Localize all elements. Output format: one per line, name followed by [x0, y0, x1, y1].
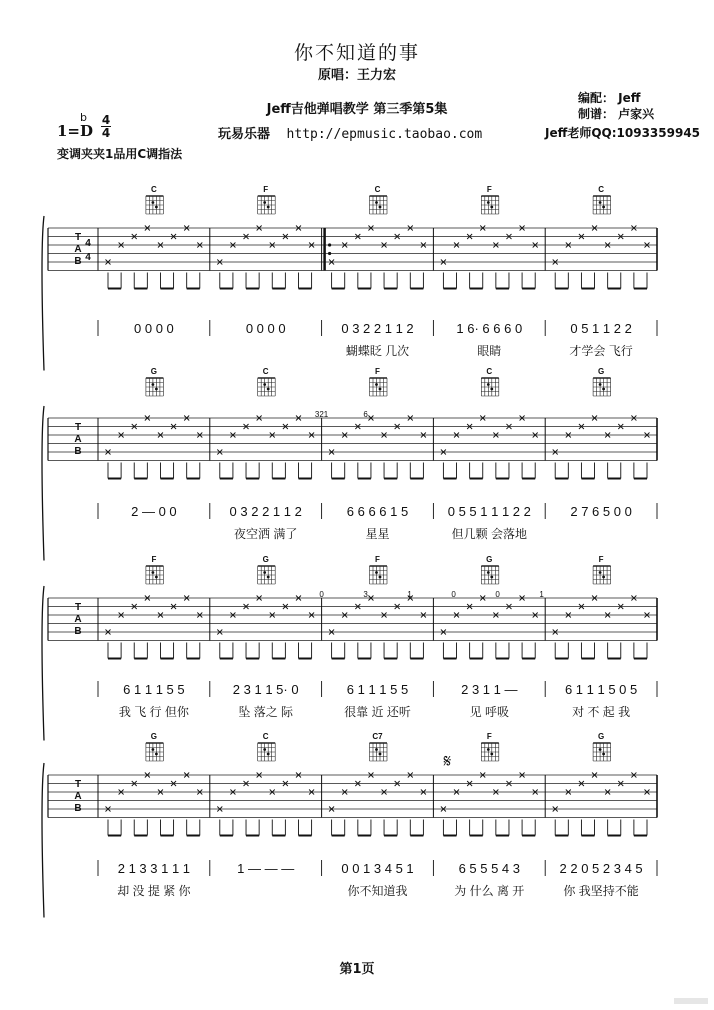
chord-dot — [263, 571, 266, 574]
chord-dot — [602, 753, 605, 756]
jianpu-measure: 2 1 3 3 1 1 1 — [117, 861, 191, 876]
chord-dot — [379, 206, 382, 209]
chord-dot — [379, 388, 382, 391]
jianpu-measure: 0 0 1 3 4 5 1 — [341, 861, 414, 876]
chord-dot — [375, 383, 378, 386]
lyric-measure: 却 没 提 紧 你 — [117, 884, 191, 898]
chord-name: C — [374, 185, 381, 194]
chord-dot — [375, 201, 378, 204]
contact-qq: Jeff老师QQ:1093359945 — [545, 126, 701, 140]
jianpu-measure: 2 3 1 1 — — [461, 682, 518, 697]
chord-dot — [490, 206, 493, 209]
chord-name: F — [375, 367, 380, 376]
flat-sign: b — [80, 111, 87, 124]
segno-sign: 𝄋 — [443, 751, 452, 771]
system-bracket — [42, 586, 44, 741]
lyric-measure: 你 我坚持不能 — [563, 884, 639, 898]
tab-letter: T — [74, 602, 82, 613]
chord-dot — [490, 576, 493, 579]
chord-dot — [152, 383, 155, 386]
shop-url: http://epmusic.taobao.com — [286, 127, 483, 142]
time-top: 4 — [101, 113, 111, 127]
jianpu-measure: 6 1 1 1 5 5 — [123, 682, 185, 697]
jianpu-measure: 6 1 1 1 5 5 — [346, 682, 409, 697]
chord-dot — [379, 576, 382, 579]
song-title: 你不知道的事 — [293, 42, 420, 64]
tab-letter: T — [74, 232, 82, 243]
capo-note: 变调夹夹1品用C调指法 — [57, 147, 183, 161]
chord-name: F — [151, 555, 157, 564]
jianpu-measure: 1 6· 6 6 6 0 — [456, 321, 523, 336]
lyric-measure: 眼睛 — [477, 344, 502, 358]
system-bracket — [42, 406, 44, 561]
chord-name: G — [150, 367, 158, 376]
tab-letter: A — [74, 244, 82, 255]
jianpu-measure: 0 0 0 0 — [245, 321, 286, 336]
tab-annotation: 0 — [495, 590, 500, 599]
chord-name: F — [375, 555, 380, 564]
chord-dot — [599, 571, 602, 574]
jianpu-measure: 6 1 1 1 5 0 5 — [564, 682, 638, 697]
chord-dot — [267, 206, 270, 209]
chord-name: G — [150, 732, 158, 741]
lyric-measure: 很靠 近 还听 — [344, 705, 411, 719]
arranger: 编配： Jeff — [578, 91, 641, 105]
chord-name: F — [598, 555, 604, 564]
chord-dot — [487, 383, 490, 386]
chord-dot — [152, 571, 155, 574]
chord-dot — [490, 388, 493, 391]
lyric-measure: 你不知道我 — [347, 884, 408, 898]
system-bracket — [42, 763, 44, 918]
chord-name: C7 — [372, 732, 383, 741]
lyric-measure: 夜空洒 满了 — [234, 527, 298, 541]
chord-dot — [602, 206, 605, 209]
jianpu-measure: 6 5 5 5 4 3 — [458, 861, 521, 876]
jianpu-measure: 6 6 6 6 1 5 — [346, 504, 409, 519]
chord-dot — [375, 571, 378, 574]
chord-name: G — [597, 367, 605, 376]
jianpu-measure: 0 0 0 0 — [134, 321, 174, 336]
tab-annotation: 1 — [407, 590, 412, 599]
chord-dot — [155, 576, 158, 579]
chord-dot — [490, 753, 493, 756]
jianpu-measure: 2 — 0 0 — [131, 504, 177, 519]
tab-letter: T — [74, 779, 82, 790]
chord-dot — [155, 206, 158, 209]
chord-dot — [152, 201, 155, 204]
tab-letter: B — [74, 256, 82, 267]
system-bracket — [42, 216, 44, 371]
chord-dot — [263, 201, 266, 204]
jianpu-measure: 1 — — — — [237, 861, 295, 876]
tab-letter: B — [74, 803, 82, 814]
transcriber: 制谱： 卢家兴 — [578, 107, 655, 121]
lyric-measure: 见 呼吸 — [469, 705, 509, 719]
chord-name: C — [486, 367, 493, 376]
chord-dot — [599, 383, 602, 386]
jianpu-measure: 0 3 2 2 1 1 2 — [341, 321, 414, 336]
repeat-dot — [328, 252, 331, 255]
chord-dot — [155, 753, 158, 756]
chord-dot — [267, 576, 270, 579]
chord-name: F — [486, 185, 492, 194]
chord-name: F — [263, 185, 269, 194]
jianpu-measure: 0 5 1 1 2 2 — [570, 321, 632, 336]
tab-annotation: 0 — [319, 590, 324, 599]
chord-name: C — [262, 732, 269, 741]
lyric-measure: 为 什么 离 开 — [454, 884, 525, 898]
tab-annotation: 6 — [363, 410, 368, 419]
tab-letter: B — [74, 626, 82, 637]
tab-letter: B — [74, 446, 82, 457]
chord-name: G — [486, 555, 493, 564]
chord-dot — [155, 388, 158, 391]
key-signature: 1=D — [57, 122, 94, 140]
chord-name: G — [262, 555, 269, 564]
tab-annotation: 1 — [539, 590, 544, 599]
original-singer: 原唱：王力宏 — [317, 68, 396, 83]
jianpu-measure: 0 3 2 2 1 1 2 — [229, 504, 302, 519]
tab-letter: A — [74, 791, 82, 802]
jianpu-measure: 2 7 6 5 0 0 — [570, 504, 632, 519]
chord-name: G — [597, 732, 605, 741]
jianpu-measure: 2 3 1 1 5· 0 — [232, 682, 299, 697]
tab-time-top: 4 — [85, 238, 91, 249]
lyric-measure: 我 飞 行 但你 — [118, 705, 189, 719]
tab-letter: A — [74, 614, 82, 625]
lyric-measure: 但几颗 会落地 — [451, 527, 527, 541]
chord-dot — [599, 748, 602, 751]
time-bottom: 4 — [101, 126, 111, 140]
shop-label: 玩易乐器 — [218, 127, 271, 142]
chord-name: C — [598, 185, 604, 194]
chord-dot — [602, 576, 605, 579]
chord-name: C — [262, 367, 269, 376]
chord-dot — [263, 748, 266, 751]
chord-name: F — [486, 732, 492, 741]
chord-dot — [487, 748, 490, 751]
tab-annotation: 321 — [314, 410, 329, 419]
chord-name: C — [151, 185, 157, 194]
lyric-measure: 星星 — [365, 527, 390, 541]
lyric-measure: 坠 落之 际 — [238, 705, 294, 719]
chord-dot — [599, 201, 602, 204]
watermark-logo — [674, 996, 708, 1006]
repeat-dot — [328, 243, 331, 246]
chord-dot — [487, 571, 490, 574]
chord-dot — [375, 748, 378, 751]
chord-dot — [379, 753, 382, 756]
chord-dot — [602, 388, 605, 391]
tab-time-bottom: 4 — [85, 252, 91, 263]
chord-dot — [487, 201, 490, 204]
lyric-measure: 对 不 起 我 — [572, 705, 631, 719]
chord-dot — [152, 748, 155, 751]
chord-dot — [263, 383, 266, 386]
jianpu-measure: 0 5 5 1 1 1 2 2 — [447, 504, 531, 519]
jianpu-measure: 2 2 0 5 2 3 4 5 — [559, 861, 643, 876]
tab-letter: T — [74, 422, 82, 433]
chord-dot — [267, 388, 270, 391]
tab-annotation: 0 — [451, 590, 456, 599]
tab-letter: A — [74, 434, 82, 445]
page-number: 第1页 — [339, 962, 375, 977]
lyric-measure: 才学会 飞行 — [569, 344, 633, 358]
series-info: Jeff吉他弹唱教学 第三季第5集 — [266, 102, 448, 117]
tab-annotation: 3 — [363, 590, 368, 599]
lyric-measure: 蝴蝶眨 几次 — [345, 344, 410, 358]
chord-dot — [267, 753, 270, 756]
